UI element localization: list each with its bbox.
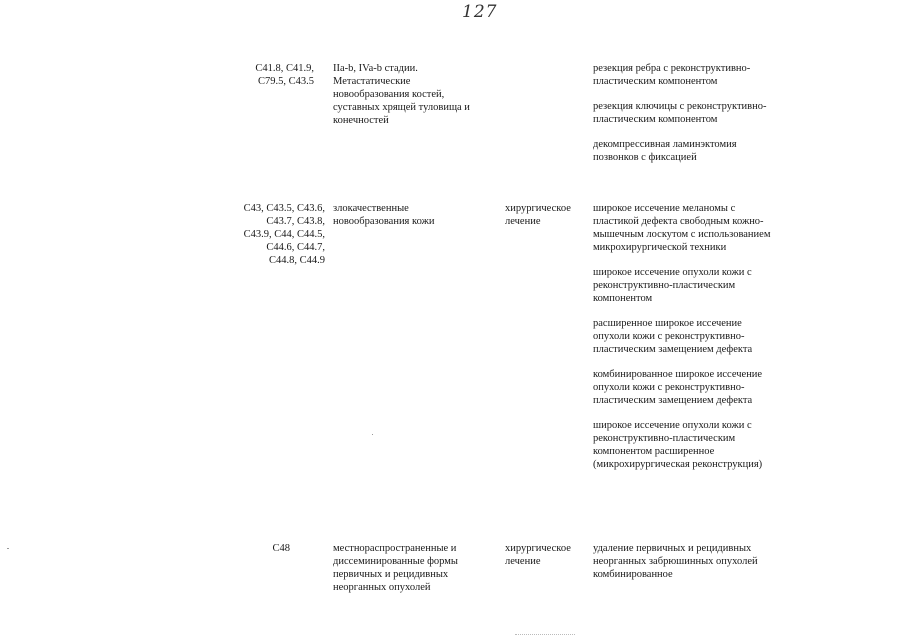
method-item: широкое иссечение опухоли кожи с реконструктивно-пластическим компонентом расширенное (микрохирургическая реконструкция) — [593, 420, 763, 470]
method-item: расширенное широкое иссечение опухоли кожи с реконструктивно-пластическим замещением дефекта — [593, 318, 753, 355]
method-item: резекция ключицы с реконструктивно-пластическим компонентом — [593, 101, 767, 125]
row-1-codes: C41.8, C41.9, C79.5, C43.5 — [255, 63, 314, 87]
row-1-methods — [593, 62, 771, 176]
row-2-treatment: хирургическое лечение — [505, 203, 571, 227]
method-item: комбинированное широкое иссечение опухоли кожи с реконструктивно-пластическим замещением дефекта — [593, 369, 763, 406]
row-3-condition: местнораспространенные и диссеминированные формы первичных и рецидивных неорганных опухолей — [333, 543, 458, 593]
method-item: резекция ребра с реконструктивно-пластическим компонентом — [593, 63, 751, 87]
row-1-condition: IIa-b, IVa-b стадии. Метастатические новообразования костей, суставных хрящей туловища и конечностей — [333, 63, 470, 126]
method-item: широкое иссечение меланомы с пластикой дефекта свободным кожно-мышечным лоскутом с использованием микрохирургической техники — [593, 203, 771, 253]
scan-speck — [7, 548, 9, 549]
row-2-methods — [593, 202, 771, 483]
row-2-codes: C43, C43.5, C43.6, C43.7, C43.8, C43.9, C44, C44.5, C44.6, C44.7, C44.8, C44.9 — [243, 203, 325, 266]
row-3-methods — [593, 542, 771, 593]
row-3-codes: C48 — [272, 543, 290, 554]
page-number: 127 — [462, 2, 498, 22]
row-3-treatment: хирургическое лечение — [505, 543, 571, 567]
scan-smudge — [515, 634, 575, 637]
row-2-condition: злокачественные новообразования кожи — [333, 203, 435, 227]
method-item: широкое иссечение опухоли кожи с реконструктивно-пластическим компонентом — [593, 267, 752, 304]
method-item: декомпрессивная ламинэктомия позвонков с фиксацией — [593, 139, 737, 163]
scan-speck — [372, 434, 373, 435]
method-item: удаление первичных и рецидивных неорганных забрюшинных опухолей комбинированное — [593, 543, 758, 580]
